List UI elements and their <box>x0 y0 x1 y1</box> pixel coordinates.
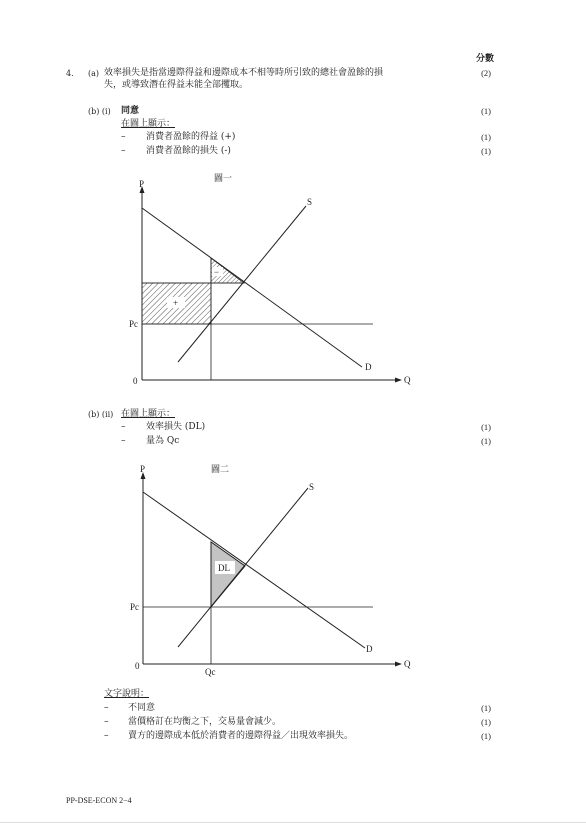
part-bii-item-1-text: 效率損失 (DL) <box>146 422 206 432</box>
explanation-item-3-text: 賣方的邊際成本低於消費者的邊際得益／出現效率損失。 <box>128 731 354 741</box>
explanation-label: 文字說明： <box>104 689 150 699</box>
explanation-item-3-marks: (1) <box>481 731 491 741</box>
part-a-marks: (2) <box>481 68 491 78</box>
part-bi-item-1-dash: – <box>121 132 126 142</box>
part-a-line-1: 效率損失是指當邊際得益和邊際成本不相等時所引致的總社會盈餘的損 <box>104 68 384 78</box>
explanation-item-1-marks: (1) <box>481 703 491 713</box>
part-bi-label: (b) (i) <box>88 107 111 116</box>
part-a-label: (a) <box>88 69 100 78</box>
explanation-item-2-marks: (1) <box>481 717 491 727</box>
figure-1-d-label: D <box>365 362 372 372</box>
figure-2-d-label: D <box>366 644 373 654</box>
explanation-item-2-text: 當價格訂在均衡之下，交易量會減少。 <box>128 717 282 727</box>
figure-2-q-label: Q <box>404 659 411 669</box>
part-bii-item-1-dash: – <box>121 422 126 432</box>
part-bi-show-label: 在圖上顯示： <box>121 119 176 129</box>
part-bii-item-2-text: 量為 Qc <box>146 436 180 446</box>
figure-1-p-label: P <box>139 179 145 189</box>
part-bi-item-1-marks: (1) <box>481 132 491 142</box>
figure-1-q-label: Q <box>404 375 411 385</box>
part-bi-item-1-text: 消費者盈餘的得益 (+) <box>146 132 236 142</box>
part-bii-item-2-dash: – <box>121 436 126 446</box>
marks-column-heading: 分數 <box>476 54 495 64</box>
page-footer-code: PP-DSE-ECON 2−4 <box>66 796 132 805</box>
explanation-item-1-dash: – <box>104 703 109 713</box>
figure-2-title: 圖二 <box>211 464 230 474</box>
figure-1-origin-label: 0 <box>133 376 138 386</box>
part-bii-item-2-marks: (1) <box>481 436 491 446</box>
dl-label: DL <box>218 563 230 573</box>
gain-plus-sign: + <box>173 298 179 308</box>
question-number: 4. <box>66 69 74 78</box>
loss-minus-sign: − <box>214 267 220 277</box>
figure-2-origin-label: 0 <box>135 661 140 671</box>
part-bi-item-2-marks: (1) <box>481 146 491 156</box>
part-bi-item-2-text: 消費者盈餘的損失 (-) <box>146 146 231 156</box>
figure-1-pc-label: Pc <box>129 319 138 329</box>
figure-2-quantity-axis-arrow <box>395 662 402 667</box>
part-bi-answer: 同意 <box>121 106 140 116</box>
explanation-item-2-dash: – <box>104 717 109 727</box>
figure-2-supply-curve <box>178 488 308 647</box>
explanation-item-1-text: 不同意 <box>128 703 156 713</box>
figure-2-pc-label: Pc <box>130 602 139 612</box>
part-bi-item-2-dash: – <box>121 146 126 156</box>
page-bottom-rule <box>0 822 586 823</box>
figure-2-demand-curve <box>143 492 365 648</box>
explanation-item-3-dash: – <box>104 731 109 741</box>
part-bii-label: (b) (ii) <box>88 410 114 419</box>
part-bi-answer-marks: (1) <box>481 106 491 116</box>
part-bii-item-1-marks: (1) <box>481 422 491 432</box>
figure-1-s-label: S <box>307 197 313 207</box>
figure-2-qc-label: Qc <box>205 667 216 677</box>
figure-2-s-label: S <box>309 482 315 492</box>
figure-2-p-label: P <box>140 464 146 474</box>
part-a-line-2: 失，或導致潛在得益未能全部攫取。 <box>104 80 249 90</box>
figure-1-title: 圖一 <box>214 173 233 183</box>
part-bii-show-label: 在圖上顯示： <box>121 409 176 419</box>
